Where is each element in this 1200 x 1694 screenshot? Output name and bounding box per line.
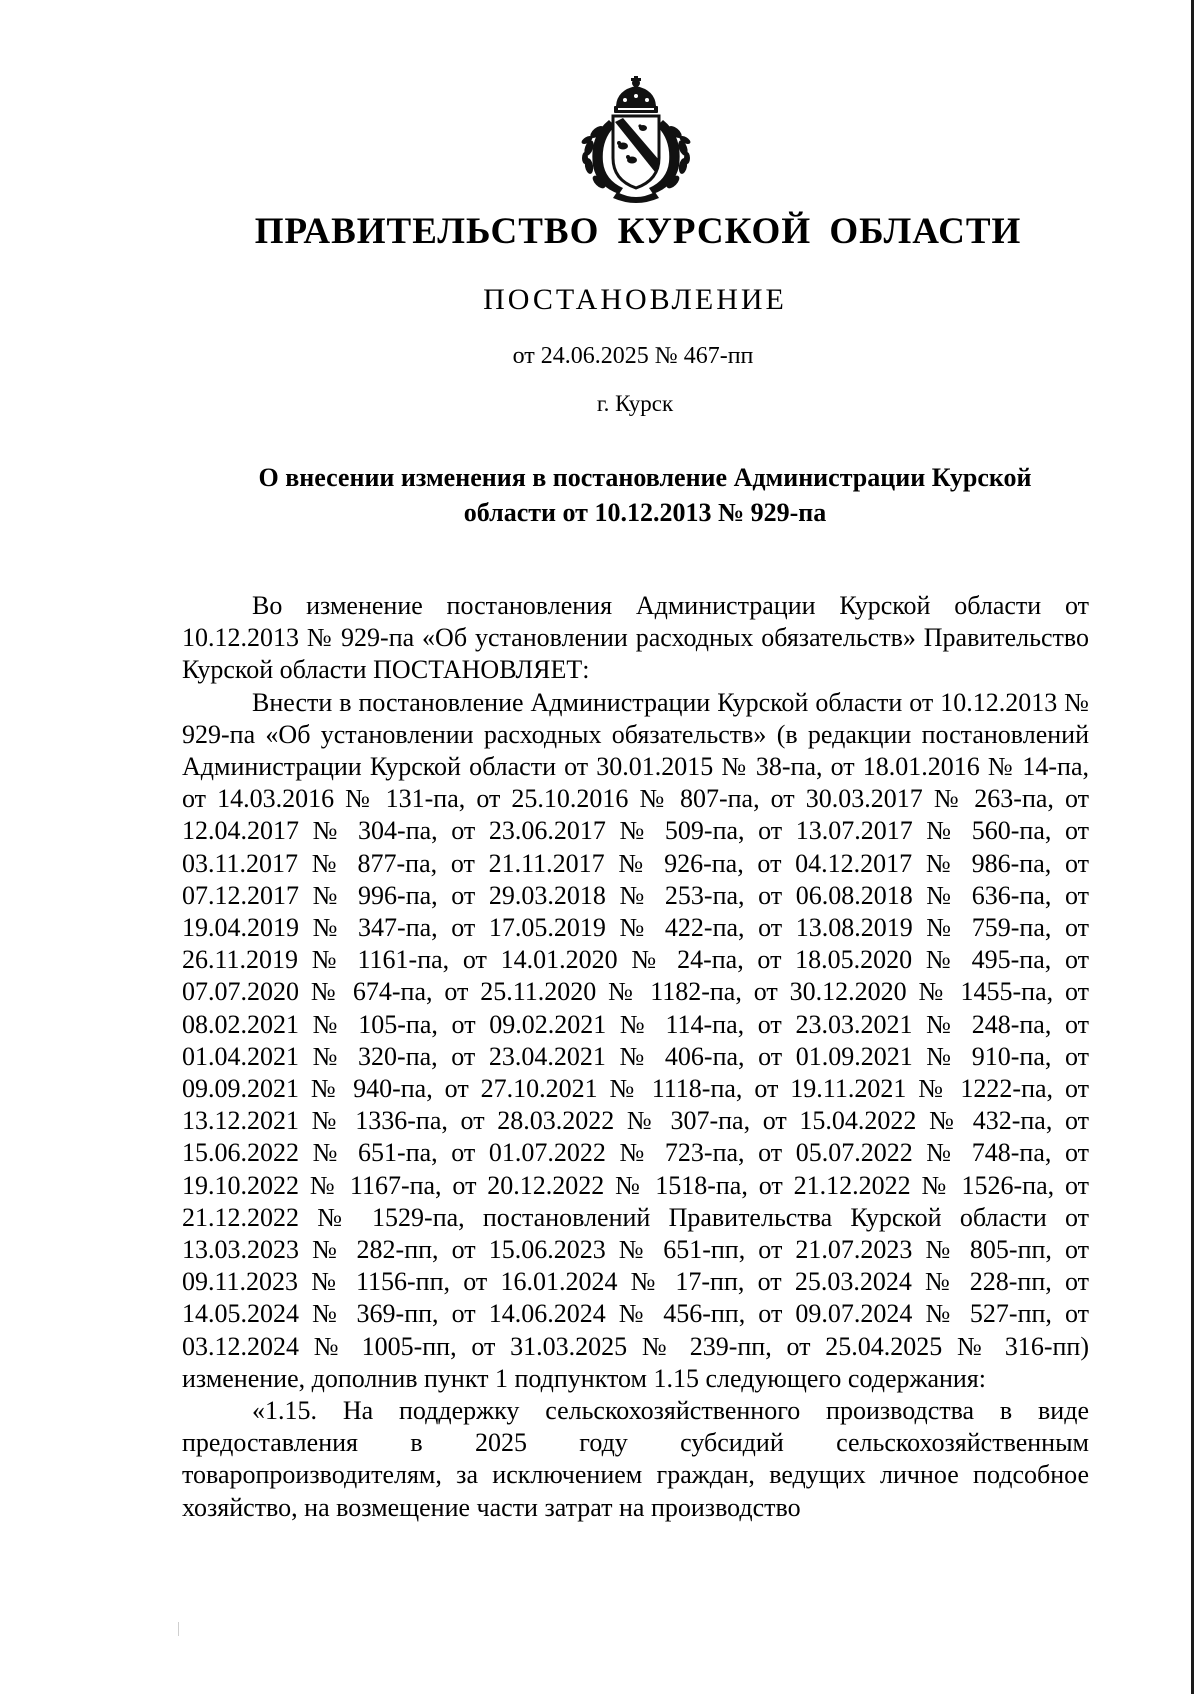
organization-title: ПРАВИТЕЛЬСТВО КУРСКОЙ ОБЛАСТИ <box>254 211 1022 252</box>
document-city: г. Курск <box>596 391 674 416</box>
scan-artifact <box>178 1622 179 1636</box>
body-paragraph-subclause: «1.15. На поддержку сельскохозяйственного производства в виде предоставления в 2025 году субсидий сельскохозяйственным товаропроизводителям, за исключением граждан, ведущих личное подсобное хозяйство, на возмещение части затрат на производство <box>182 1396 1089 1522</box>
document-subject <box>205 460 1085 530</box>
body-paragraph-preamble: Во изменение постановления Администрации Курской области от 10.12.2013 № 929-па «Об установлении расходных обязательств» Правительство Курской области ПОСТАНОВЛЯЕТ: <box>182 591 1089 685</box>
coat-of-arms-icon <box>571 76 701 204</box>
subject-line-2: области от 10.12.2013 № 929-па <box>463 498 827 527</box>
subject-line-1: О внесении изменения в постановление Администрации Курской <box>258 463 1032 492</box>
document-type: ПОСТАНОВЛЕНИЕ <box>483 283 787 316</box>
document-date-number: от 24.06.2025 № 467-пп <box>512 343 754 369</box>
scan-edge <box>1191 0 1194 1694</box>
body-paragraph-amendment: Внести в постановление Администрации Курской области от 10.12.2013 № 929-па «Об установлении расходных обязательств» (в редакции постановлений Администрации Курской области от 30.01.2015 № 38-па, от 18.01.2016 № 14-па, от 14.03.2016 № 131-па, от 25.10.2016 № 807-па, от 30.03.2017 № 263-па, от 12.04.2017 № 304-па, от 23.06.2017 № 509-па, от 13.07.2017 № 560-па, от 03.11.2017 № 877-па, от 21.11.2017 № 926-па, от 04.12.2017 № 986-па, от 07.12.2017 № 996-па, от 29.03.2018 № 253-па, от 06.08.2018 № 636-па, от 19.04.2019 № 347-па, от 17.05.2019 № 422-па, от 13.08.2019 № 759-па, от 26.11.2019 № 1161-па, от 14.01.2020 № 24-па, от 18.05.2020 № 495-па, от 07.07.2020 № 674-па, от 25.11.2020 № 1182-па, от 30.12.2020 № 1455-па, от 08.02.2021 № 105-па, от 09.02.2021 № 114-па, от 23.03.2021 № 248-па, от 01.04.2021 № 320-па, от 23.04.2021 № 406-па, от 01.09.2021 № 910-па, от 09.09.2021 № 940-па, от 27.10.2021 № 1118-па, от 19.11.2021 № 1222-па, от 13.12.2021 № 1336-па, от 28.03.2022 № 307-па, от 15.04.2022 № 432-па, от 15.06.2022 № 651-па, от 01.07.2022 № 723-па, от 05.07.2022 № 748-па, от 19.10.2022 № 1167-па, от 20.12.2022 № 1518-па, от 21.12.2022 № 1526-па, от 21.12.2022 № 1529-па, постановлений Правительства Курской области от 13.03.2023 № 282-пп, от 15.06.2023 № 651-пп, от 21.07.2023 № 805-пп, от 09.11.2023 № 1156-пп, от 16.01.2024 № 17-пп, от 25.03.2024 № 228-пп, от 14.05.2024 № 369-пп, от 14.06.2024 № 456-пп, от 09.07.2024 № 527-пп, от 03.12.2024 № 1005-пп, от 31.03.2025 № 239-пп, от 25.04.2025 № 316-пп) изменение, дополнив пункт 1 подпунктом 1.15 следующего содержания: <box>182 687 1089 1393</box>
document-body <box>182 590 1089 1524</box>
